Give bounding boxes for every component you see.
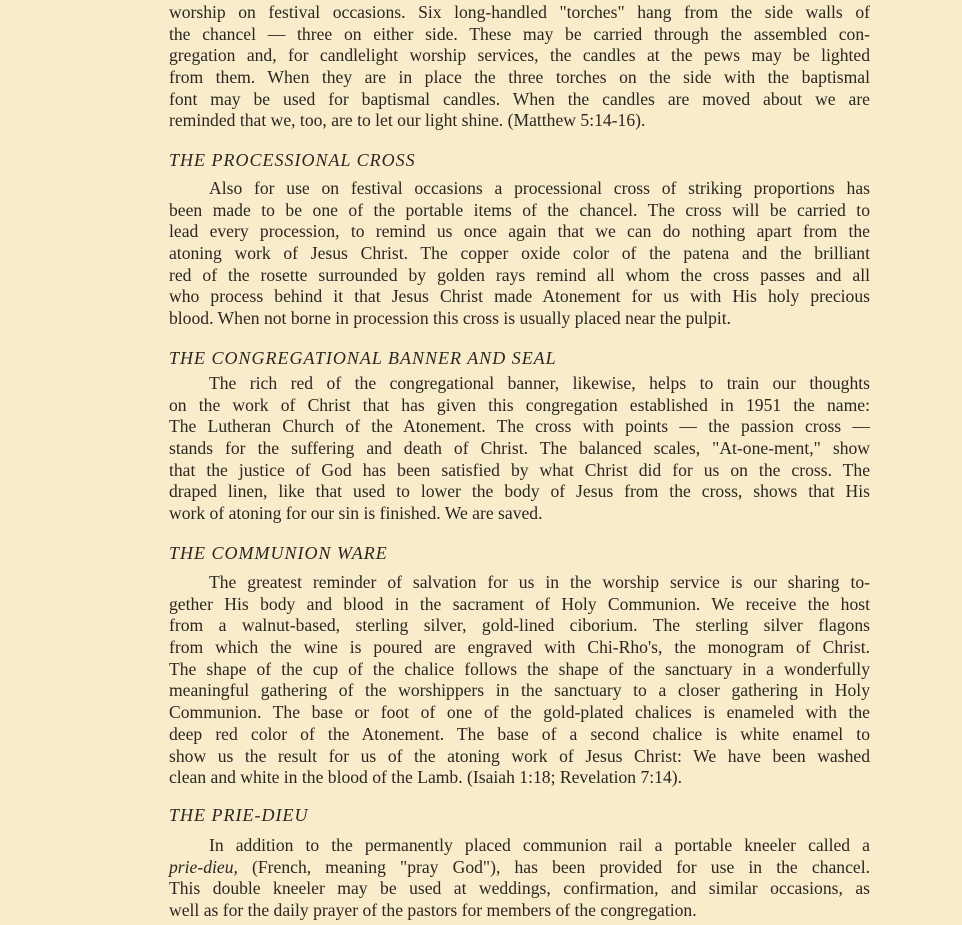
text-line: The shape of the cup of the chalice follows the shape of the sanctuary in a wonderfully	[169, 658, 870, 679]
text-line: meaningful gathering of the worshippers in the sanctuary to a closer gathering in Holy	[169, 680, 870, 701]
text-line: from them. When they are in place the three torches on the side with the baptismal	[169, 67, 870, 88]
text-line: stands for the suffering and death of Christ. The balanced scales, "At-one-ment," show	[169, 438, 870, 459]
heading-prie-dieu: THE PRIE-DIEU	[169, 805, 309, 825]
text-line	[169, 857, 870, 879]
paragraph-communion-ware	[169, 572, 870, 789]
text-line: clean and white in the blood of the Lamb. (Isaiah 1:18; Revelation 7:14).	[169, 767, 683, 788]
text-line: Communion. The base or foot of one of the gold-plated chalices is enameled with the	[169, 702, 870, 723]
text-line: gregation and, for candlelight worship services, the candles at the pews may be lighted	[169, 45, 870, 66]
heading-communion-ware: THE COMMUNION WARE	[169, 543, 388, 563]
text-line: font may be used for baptismal candles. When the candles are moved about we are	[169, 88, 870, 109]
text-line: atoning work of Jesus Christ. The copper oxide color of the patena and the brilliant	[169, 243, 870, 264]
text-line: In addition to the permanently placed communion rail a portable kneeler called a	[209, 835, 870, 855]
text-line: from a walnut-based, sterling silver, gold-lined ciborium. The sterling silver flagons	[169, 615, 870, 636]
text-line: well as for the daily prayer of the pastors for members of the congregation.	[169, 900, 697, 921]
text-line: work of atoning for our sin is finished. We are saved.	[169, 503, 543, 524]
text-line: The Lutheran Church of the Atonement. The cross with points — the passion cross —	[169, 416, 870, 437]
heading-processional-cross: THE PROCESSIONAL CROSS	[169, 150, 416, 170]
text-line: show us the result for us of the atoning work of Jesus Christ: We have been washed	[169, 745, 870, 766]
heading-congregational-banner: THE CONGREGATIONAL BANNER AND SEAL	[169, 348, 557, 368]
text-line: reminded that we, too, are to let our light shine. (Matthew 5:14-16).	[169, 110, 646, 131]
text-line: worship on festival occasions. Six long-handled "torches" hang from the side walls of	[169, 2, 870, 22]
text-line: red of the rosette surrounded by golden rays remind all whom the cross passes and all	[169, 264, 870, 285]
text-line: The greatest reminder of salvation for us in the worship service is our sharing to-	[209, 572, 870, 592]
text-line: from which the wine is poured are engraved with Chi-Rho's, the monogram of Christ.	[169, 637, 870, 658]
paragraph-congregational-banner	[169, 373, 870, 525]
text-line: Also for use on festival occasions a processional cross of striking proportions has	[209, 178, 870, 198]
text-line: that the justice of God has been satisfied by what Christ did for us on the cross. The	[169, 459, 870, 480]
text-line: The rich red of the congregational banner, likewise, helps to train our thoughts	[209, 373, 870, 393]
text-line: gether His body and blood in the sacrament of Holy Communion. We receive the host	[169, 593, 870, 614]
paragraph-processional-cross	[169, 178, 870, 330]
text-line: blood. When not borne in procession this cross is usually placed near the pulpit.	[169, 308, 732, 329]
text-line: the chancel — three on either side. These may be carried through the assembled con-	[169, 23, 870, 44]
paragraph-torches	[169, 2, 870, 132]
text-line: lead every procession, to remind us once again that we can do nothing apart from the	[169, 221, 870, 242]
text-line: been made to be one of the portable items of the chancel. The cross will be carried to	[169, 199, 870, 220]
text-line: deep red color of the Atonement. The base of a second chalice is white enamel to	[169, 723, 870, 744]
text-line: This double kneeler may be used at weddings, confirmation, and similar occasions, as	[169, 878, 870, 899]
line-rest: (French, meaning "pray God"), has been provided for use in the chancel.	[237, 856, 870, 877]
text-line: on the work of Christ that has given this congregation established in 1951 the name:	[169, 394, 870, 415]
italic-term: prie-dieu,	[169, 856, 238, 877]
paragraph-prie-dieu	[169, 835, 870, 922]
text-line: draped linen, like that used to lower the body of Jesus from the cross, shows that His	[169, 481, 870, 502]
text-line: who process behind it that Jesus Christ made Atonement for us with His holy precious	[169, 286, 870, 307]
